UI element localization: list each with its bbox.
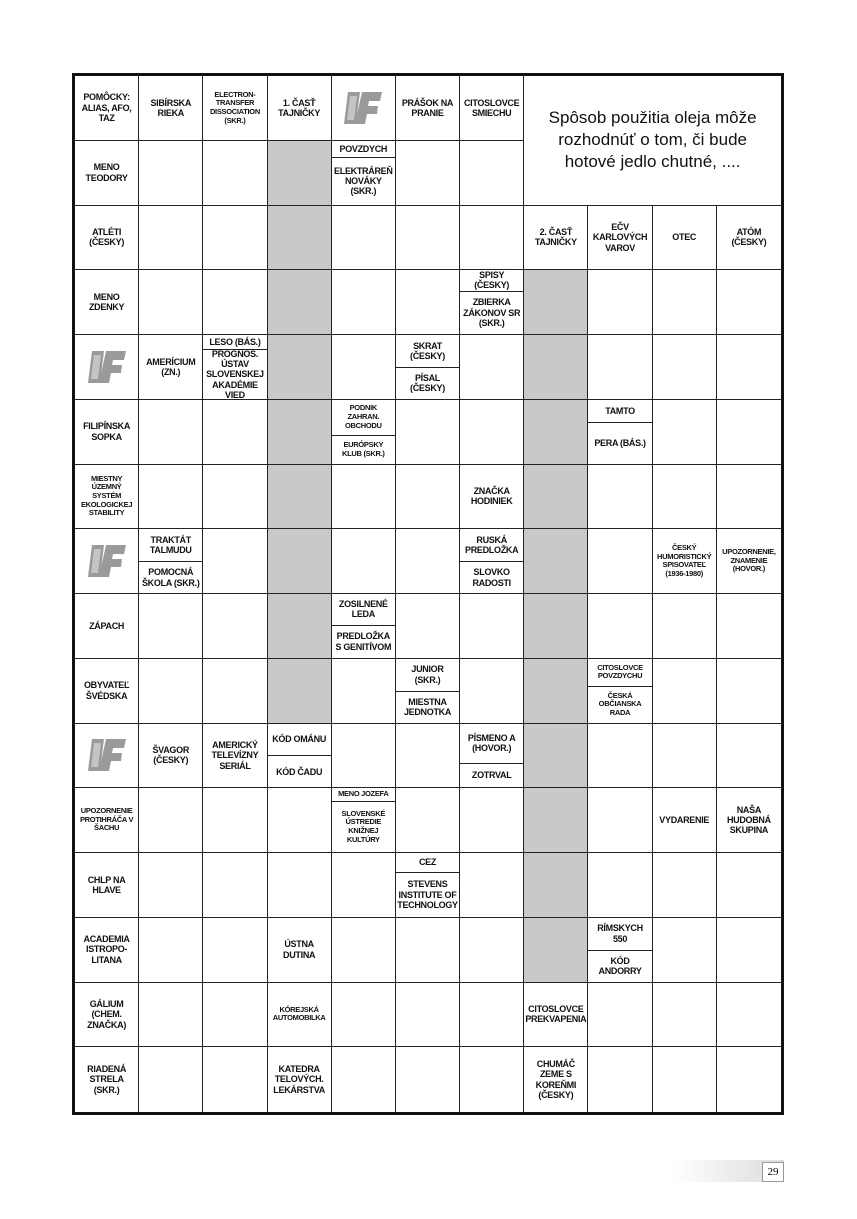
clue-text: VYDARENIE (659, 814, 710, 825)
answer-cell[interactable] (396, 270, 460, 335)
clue-text: RUSKÁ PREDLOŽKA (465, 534, 519, 556)
answer-cell[interactable] (588, 270, 652, 335)
clue-text: NAŠA HUDOBNÁ SKUPINA (726, 804, 771, 836)
clue-text: PREDLOŽKA S GENITÍVOM (332, 625, 395, 658)
answer-cell[interactable] (332, 918, 396, 983)
clue-text: ATÓM (ČESKY) (731, 227, 767, 248)
logo-cell (332, 76, 396, 141)
clue-cell (75, 270, 139, 335)
clue-cell (460, 76, 524, 141)
clue-text: PROGNOS. ÚSTAV SLOVENSKEJ AKADÉMIE VIED (203, 349, 266, 399)
answer-cell[interactable] (203, 788, 267, 853)
clue-text: KATEDRA TELOVÝCH. LEKÁRSTVA (273, 1064, 325, 1095)
answer-cell[interactable] (203, 659, 267, 724)
clue-text: ČESKÁ OBČIANSKA RADA (588, 686, 651, 723)
answer-cell[interactable] (268, 853, 332, 918)
clue-text: CHLP NA HLAVE (87, 874, 126, 895)
answer-cell[interactable] (717, 983, 781, 1048)
clue-text: CITOSLOVCE SMIECHU (463, 97, 520, 118)
clue-text: ČESKÝ HUMORISTICKÝ SPISOVATEĽ (1936-1980) (657, 542, 712, 578)
clue-text: SIBÍRSKA RIEKA (150, 97, 192, 118)
clue-cell (139, 76, 203, 141)
f-logo-icon (75, 335, 138, 399)
shaded-cell (268, 206, 332, 271)
answer-cell[interactable] (588, 853, 652, 918)
clue-cell (203, 724, 267, 789)
clue-cell (75, 465, 139, 530)
answer-cell[interactable] (653, 400, 717, 465)
clue-cell (75, 788, 139, 853)
answer-cell[interactable] (203, 141, 267, 206)
clue-cell (588, 400, 652, 465)
answer-cell[interactable] (588, 724, 652, 789)
answer-cell[interactable] (717, 1047, 781, 1112)
answer-cell[interactable] (653, 724, 717, 789)
clue-text: POMÔCKY: ALIAS, AFO, TAZ (81, 92, 132, 124)
answer-cell[interactable] (460, 335, 524, 400)
answer-cell[interactable] (460, 918, 524, 983)
shaded-cell (524, 659, 588, 724)
answer-cell[interactable] (332, 206, 396, 271)
shaded-cell (524, 400, 588, 465)
clue-text: 2. ČASŤ TAJNIČKY (534, 227, 577, 248)
clue-text: ZOSILNENÉ LEDA (338, 598, 388, 620)
answer-cell[interactable] (139, 206, 203, 271)
clue-text: ACADEMIA ISTROPO-LITANA (83, 934, 130, 965)
answer-cell[interactable] (717, 853, 781, 918)
clue-text: EURÓPSKY KLUB (SKR.) (332, 435, 395, 464)
clue-text: KÓREJSKÁ AUTOMOBILKA (272, 1004, 326, 1023)
answer-cell[interactable] (588, 1047, 652, 1112)
clue-text: ELECTRON-TRANSFER DISSOCIATION (SKR.) (209, 89, 260, 125)
shaded-cell (524, 270, 588, 335)
clue-cell (75, 983, 139, 1048)
clue-cell (268, 1047, 332, 1112)
answer-cell[interactable] (139, 788, 203, 853)
clue-cell (75, 853, 139, 918)
f-logo-icon (332, 76, 395, 140)
answer-cell[interactable] (588, 788, 652, 853)
clue-text: MENO TEODORY (85, 162, 128, 183)
clue-text: STEVENS INSTITUTE OF TECHNOLOGY (396, 872, 459, 917)
shaded-cell (524, 594, 588, 659)
answer-cell[interactable] (460, 1047, 524, 1112)
answer-cell[interactable] (653, 853, 717, 918)
answer-cell[interactable] (139, 659, 203, 724)
clue-cell (524, 983, 588, 1048)
clue-cell (524, 1047, 588, 1112)
answer-cell[interactable] (396, 594, 460, 659)
clue-cell (653, 788, 717, 853)
answer-cell[interactable] (460, 594, 524, 659)
answer-cell[interactable] (203, 400, 267, 465)
shaded-cell (268, 594, 332, 659)
clue-cell (460, 529, 524, 594)
answer-cell[interactable] (653, 1047, 717, 1112)
answer-cell[interactable] (717, 270, 781, 335)
answer-cell[interactable] (332, 983, 396, 1048)
clue-cell (524, 206, 588, 271)
shaded-cell (268, 529, 332, 594)
clue-text: OBYVATEĽ ŠVÉDSKA (83, 680, 130, 701)
clue-text: JUNIOR (SKR.) (411, 664, 444, 685)
clue-text: SKRAT (ČESKY) (410, 340, 445, 361)
answer-cell[interactable] (717, 465, 781, 530)
answer-cell[interactable] (460, 141, 524, 206)
answer-cell[interactable] (653, 335, 717, 400)
clue-text: ZOTRVAL (460, 763, 523, 787)
clue-text: LESO (BÁS.) (209, 336, 261, 347)
clue-text: OTEC (672, 232, 697, 243)
clue-text: POVZDYCH (339, 143, 388, 154)
clue-text: ZBIERKA ZÁKONOV SR (SKR.) (460, 291, 523, 334)
answer-cell[interactable] (588, 465, 652, 530)
shaded-cell (524, 853, 588, 918)
shaded-cell (524, 788, 588, 853)
shaded-cell (524, 529, 588, 594)
clue-text: KÓD OMÁNU (272, 734, 327, 745)
answer-cell[interactable] (203, 206, 267, 271)
clue-text: MIESTNA JEDNOTKA (396, 691, 459, 723)
answer-cell[interactable] (396, 206, 460, 271)
clue-cell (396, 659, 460, 724)
answer-cell[interactable] (396, 529, 460, 594)
clue-text: CEZ (418, 857, 437, 868)
answer-cell[interactable] (653, 983, 717, 1048)
answer-cell[interactable] (653, 918, 717, 983)
answer-cell[interactable] (203, 853, 267, 918)
answer-cell[interactable] (203, 1047, 267, 1112)
clue-text: POMOCNÁ ŠKOLA (SKR.) (139, 561, 202, 593)
clue-text: CITOSLOVCE POVZDYCHU (597, 662, 643, 681)
clue-text: MENO JOZEFA (338, 789, 389, 799)
answer-cell[interactable] (653, 270, 717, 335)
clue-cell (268, 983, 332, 1048)
shaded-cell (524, 724, 588, 789)
answer-cell[interactable] (332, 853, 396, 918)
clue-text: PÍSAL (ČESKY) (396, 367, 459, 399)
clue-text: PODNIK ZAHRAN. OBCHODU (344, 403, 382, 430)
clue-cell (139, 529, 203, 594)
answer-cell[interactable] (203, 918, 267, 983)
clue-cell (75, 1047, 139, 1112)
answer-cell[interactable] (139, 465, 203, 530)
answer-cell[interactable] (139, 400, 203, 465)
answer-cell[interactable] (396, 400, 460, 465)
answer-cell[interactable] (460, 853, 524, 918)
answer-cell[interactable] (268, 788, 332, 853)
answer-cell[interactable] (332, 529, 396, 594)
clue-cell (332, 788, 396, 853)
answer-cell[interactable] (139, 853, 203, 918)
clue-text: CITOSLOVCE PREKVAPENIA (525, 1004, 587, 1025)
answer-cell[interactable] (396, 788, 460, 853)
clue-cell (75, 400, 139, 465)
answer-cell[interactable] (139, 141, 203, 206)
clue-cell (460, 270, 524, 335)
logo-cell (75, 335, 139, 400)
answer-cell[interactable] (460, 206, 524, 271)
shaded-cell (268, 270, 332, 335)
clue-text: UPOZORNENIE PROTIHRÁČA V ŠACHU (79, 806, 134, 833)
clue-text: PRÁŠOK NA PRANIE (401, 97, 454, 118)
clue-text: TRAKTÁT TALMUDU (149, 534, 192, 556)
clue-cell (653, 206, 717, 271)
answer-cell[interactable] (588, 594, 652, 659)
answer-cell[interactable] (332, 465, 396, 530)
answer-cell[interactable] (653, 594, 717, 659)
logo-cell (75, 529, 139, 594)
answer-cell[interactable] (717, 659, 781, 724)
clue-text: 1. ČASŤ TAJNIČKY (278, 97, 321, 118)
logo-cell (75, 724, 139, 789)
clue-cell (75, 594, 139, 659)
clue-cell (717, 206, 781, 271)
clue-cell (460, 465, 524, 530)
answer-cell[interactable] (460, 659, 524, 724)
clue-text: EČV KARLOVÝCH VAROV (592, 221, 648, 253)
answer-cell[interactable] (203, 594, 267, 659)
answer-cell[interactable] (396, 983, 460, 1048)
clue-cell (396, 335, 460, 400)
answer-cell[interactable] (460, 788, 524, 853)
clue-cell (653, 529, 717, 594)
answer-cell[interactable] (139, 270, 203, 335)
clue-cell (268, 724, 332, 789)
clue-text: FILIPÍNSKA SOPKA (83, 421, 131, 442)
clue-cell (717, 529, 781, 594)
page-number: 29 (762, 1162, 784, 1182)
answer-cell[interactable] (396, 1047, 460, 1112)
clue-text: AMERICKÝ TELEVÍZNY SERIÁL (211, 739, 259, 771)
clue-cell (75, 206, 139, 271)
answer-cell[interactable] (653, 465, 717, 530)
answer-cell[interactable] (460, 400, 524, 465)
answer-cell[interactable] (332, 659, 396, 724)
answer-cell[interactable] (139, 983, 203, 1048)
shaded-cell (268, 335, 332, 400)
clue-cell (75, 141, 139, 206)
answer-cell[interactable] (203, 270, 267, 335)
answer-cell[interactable] (717, 335, 781, 400)
clue-cell (588, 659, 652, 724)
clue-cell (203, 76, 267, 141)
answer-cell[interactable] (139, 594, 203, 659)
shaded-cell (524, 465, 588, 530)
shaded-cell (268, 465, 332, 530)
clue-cell (75, 659, 139, 724)
secret-sentence-clue: Spôsob použitia oleja môže rozhodnúť o tom, či bude hotové jedlo chutné, .... (524, 76, 781, 206)
clue-cell (75, 76, 139, 141)
answer-cell[interactable] (588, 529, 652, 594)
answer-cell[interactable] (139, 1047, 203, 1112)
answer-cell[interactable] (396, 141, 460, 206)
answer-cell[interactable] (332, 724, 396, 789)
clue-text: ZNAČKA HODINIEK (470, 486, 513, 507)
answer-cell[interactable] (139, 918, 203, 983)
clue-cell (460, 724, 524, 789)
clue-text: ÚSTNA DUTINA (283, 939, 316, 960)
clue-text: SLOVENSKÉ ÚSTREDIE KNIŽNEJ KULTÚRY (332, 801, 395, 852)
clue-text: SLOVKO RADOSTI (460, 561, 523, 593)
clue-text: ELEKTRÁREŇ NOVÁKY (SKR.) (332, 157, 395, 205)
clue-text: RÍMSKYCH 550 (597, 923, 643, 944)
clue-text: UPOZORNENIE, ZNAMENIE (HOVOR.) (722, 547, 776, 574)
clue-text: AMERÍCIUM (ZN.) (146, 356, 196, 377)
clue-text: TAMTO (605, 405, 635, 416)
answer-cell[interactable] (717, 594, 781, 659)
clue-cell (396, 853, 460, 918)
answer-cell[interactable] (203, 983, 267, 1048)
clue-cell (75, 918, 139, 983)
answer-cell[interactable] (588, 983, 652, 1048)
clue-text: ATLÉTI (ČESKY) (89, 227, 125, 248)
clue-cell (332, 400, 396, 465)
clue-text: ŠVAGOR (ČESKY) (152, 745, 190, 766)
clue-cell (332, 141, 396, 206)
clue-text: PERA (BÁS.) (588, 422, 651, 463)
clue-cell (139, 724, 203, 789)
shaded-cell (268, 400, 332, 465)
shaded-cell (268, 659, 332, 724)
shaded-cell (268, 141, 332, 206)
answer-cell[interactable] (396, 465, 460, 530)
clue-cell (268, 76, 332, 141)
clue-cell (717, 788, 781, 853)
answer-cell[interactable] (203, 465, 267, 530)
clue-cell (139, 335, 203, 400)
clue-cell (588, 206, 652, 271)
answer-cell[interactable] (653, 659, 717, 724)
shaded-cell (524, 335, 588, 400)
answer-cell[interactable] (332, 270, 396, 335)
clue-text: MENO ZDENKY (88, 291, 125, 313)
answer-cell[interactable] (396, 724, 460, 789)
answer-cell[interactable] (717, 918, 781, 983)
answer-cell[interactable] (203, 529, 267, 594)
answer-cell[interactable] (396, 918, 460, 983)
f-logo-icon (75, 529, 138, 593)
clue-cell (396, 76, 460, 141)
answer-cell[interactable] (460, 983, 524, 1048)
clue-cell (268, 918, 332, 983)
clue-text: GÁLIUM (CHEM. ZNAČKA) (87, 998, 127, 1030)
clue-text: RIADENÁ STRELA (SKR.) (87, 1064, 127, 1095)
crossword-grid (72, 73, 784, 1115)
clue-text: KÓD ANDORRY (588, 950, 651, 982)
clue-text: SPISY (ČESKY) (474, 270, 510, 291)
answer-cell[interactable] (588, 335, 652, 400)
clue-text: MIESTNY ÚZEMNÝ SYSTÉM EKOLOGICKEJ STABILITY (80, 473, 133, 518)
clue-text: ZÁPACH (89, 620, 125, 631)
answer-cell[interactable] (717, 400, 781, 465)
answer-cell[interactable] (332, 335, 396, 400)
clue-text: CHUMÁČ ZEME S KOREŇMI (ČESKY) (535, 1058, 577, 1100)
shaded-cell (524, 918, 588, 983)
clue-text: KÓD ČADU (268, 755, 331, 787)
clue-text: PÍSMENO A (HOVOR.) (467, 732, 516, 754)
answer-cell[interactable] (332, 1047, 396, 1112)
clue-cell (332, 594, 396, 659)
clue-cell (588, 918, 652, 983)
clue-cell (203, 335, 267, 400)
answer-cell[interactable] (717, 724, 781, 789)
f-logo-icon (75, 724, 138, 788)
